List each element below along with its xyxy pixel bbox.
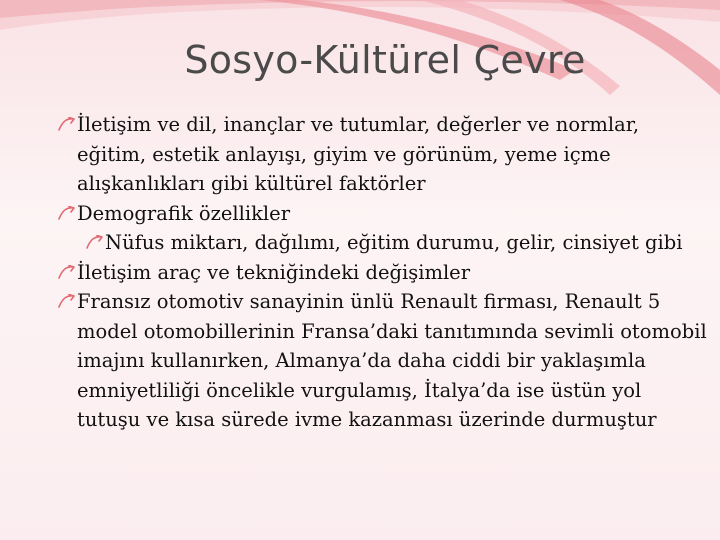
- list-item: [60, 110, 710, 199]
- list-item: [87, 228, 710, 258]
- list-item: [60, 199, 710, 229]
- bullet-arrow-icon: [86, 235, 103, 249]
- page-title: Sosyo-Kültürel Çevre: [184, 38, 586, 82]
- bullet-arrow-icon: [58, 294, 75, 308]
- bullet-arrow-icon: [58, 117, 75, 131]
- list-item-text: İletişim araç ve tekniğindeki değişimler: [77, 260, 471, 284]
- list-item-text: Fransız otomotiv sanayinin ünlü Renault firması, Renault 5 model otomobillerinin Fransa’daki tanıtımında sevimli otomobil imajını kullanırken, Almanya’da daha ciddi bir yaklaşımla emniyetliliği öncelikle vurgulamış, İtalya’da ise üstün yol tutuşu ve kısa sürede ivme kazanması üzerinde durmuştur: [77, 290, 707, 431]
- list-item-text: Demografik özellikler: [77, 201, 291, 225]
- bullet-arrow-icon: [58, 265, 75, 279]
- list-item-text: İletişim ve dil, inançlar ve tutumlar, değerler ve normlar, eğitim, estetik anlayışı, giyim ve görünüm, yeme içme alışkanlıkları gibi kültürel faktörler: [77, 113, 640, 195]
- list-item-text: Nüfus miktarı, dağılımı, eğitim durumu, gelir, cinsiyet gibi: [105, 231, 683, 254]
- bullet-list: [60, 110, 710, 435]
- list-item: [60, 258, 710, 288]
- bullet-arrow-icon: [58, 206, 75, 220]
- list-item: [60, 287, 710, 435]
